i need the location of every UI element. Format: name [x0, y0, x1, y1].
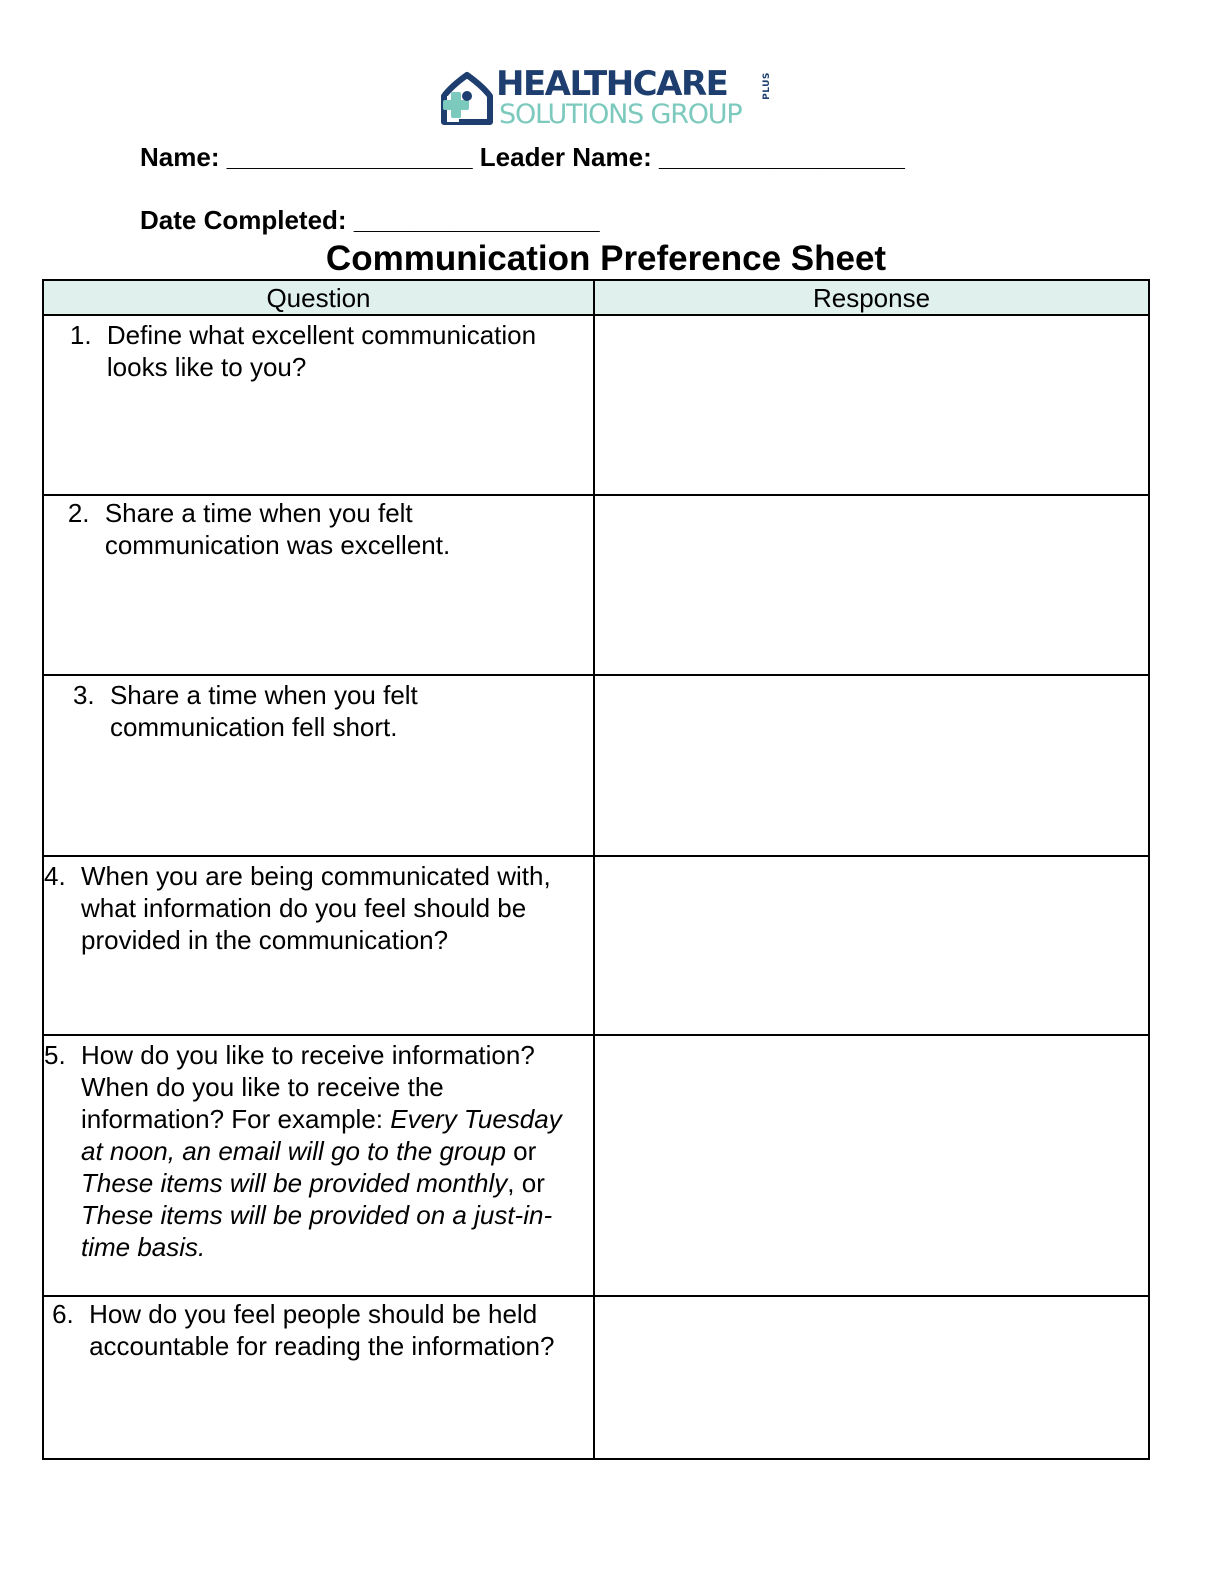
leader-name-blank[interactable]: _________________ — [658, 142, 905, 172]
table-header-row — [43, 280, 1149, 315]
logo-plus-tag: PLUS — [762, 72, 772, 100]
logo-text-healthcare: HEALTHCARE — [496, 64, 728, 104]
company-logo — [438, 64, 778, 130]
logo-text-solutions-group: SOLUTIONS GROUP — [499, 99, 742, 130]
question-text: How do you feel people should be held accountable for reading the information? — [89, 1299, 555, 1361]
question-text: Share a time when you felt communication was excellent. — [104, 498, 451, 560]
house-heart-cross-icon — [438, 70, 496, 128]
table-row — [43, 675, 1149, 856]
question-cell — [43, 1296, 594, 1459]
question-cell — [43, 1035, 594, 1296]
page-title: Communication Preference Sheet — [325, 239, 887, 278]
response-cell[interactable] — [594, 856, 1149, 1035]
question-number: 4. — [44, 861, 66, 891]
response-cell[interactable] — [594, 1035, 1149, 1296]
example-weekly: Every Tuesday at noon, an email will go to the group — [81, 1104, 562, 1166]
date-line — [140, 205, 600, 235]
question-number: 3. — [72, 680, 95, 710]
example-monthly: These items will be provided monthly — [81, 1168, 508, 1198]
question-number: 6. — [52, 1299, 74, 1329]
table-row — [43, 1035, 1149, 1296]
column-header-response: Response — [594, 280, 1149, 315]
column-header-question: Question — [43, 280, 594, 315]
name-leader-line — [140, 142, 905, 172]
question-cell — [43, 675, 594, 856]
question-text: Define what excellent communication looks like to you? — [106, 320, 537, 382]
table-row — [43, 1296, 1149, 1459]
question-number: 1. — [69, 320, 92, 350]
table-row — [43, 495, 1149, 675]
response-cell[interactable] — [594, 1296, 1149, 1459]
question-text: Share a time when you felt communication fell short. — [109, 680, 418, 742]
response-cell[interactable] — [594, 495, 1149, 675]
date-completed-label: Date Completed: — [140, 205, 347, 235]
question-cell — [43, 856, 594, 1035]
name-label: Name: — [140, 142, 220, 172]
question-number: 5. — [44, 1040, 66, 1070]
question-cell — [43, 315, 594, 495]
question-cell — [43, 495, 594, 675]
example-just-in-time: These items will be provided on a just-in-time basis. — [81, 1200, 553, 1262]
question-text: When you are being communicated with, what information do you feel should be provided in the communication? — [81, 861, 551, 955]
name-blank[interactable]: _________________ — [226, 142, 473, 172]
preference-table — [42, 279, 1150, 1460]
leader-name-label: Leader Name: — [479, 142, 652, 172]
question-text: How do you like to receive information? When do you like to receive the information? For example: Every Tuesday at noon, an email will go to the group or These items will be provided monthly, or These items will be provided on a just-in-time basis. — [81, 1040, 562, 1262]
date-completed-blank[interactable]: _________________ — [353, 205, 600, 235]
table-row — [43, 315, 1149, 495]
question-number: 2. — [67, 498, 90, 528]
table-row — [43, 856, 1149, 1035]
response-cell[interactable] — [594, 315, 1149, 495]
response-cell[interactable] — [594, 675, 1149, 856]
